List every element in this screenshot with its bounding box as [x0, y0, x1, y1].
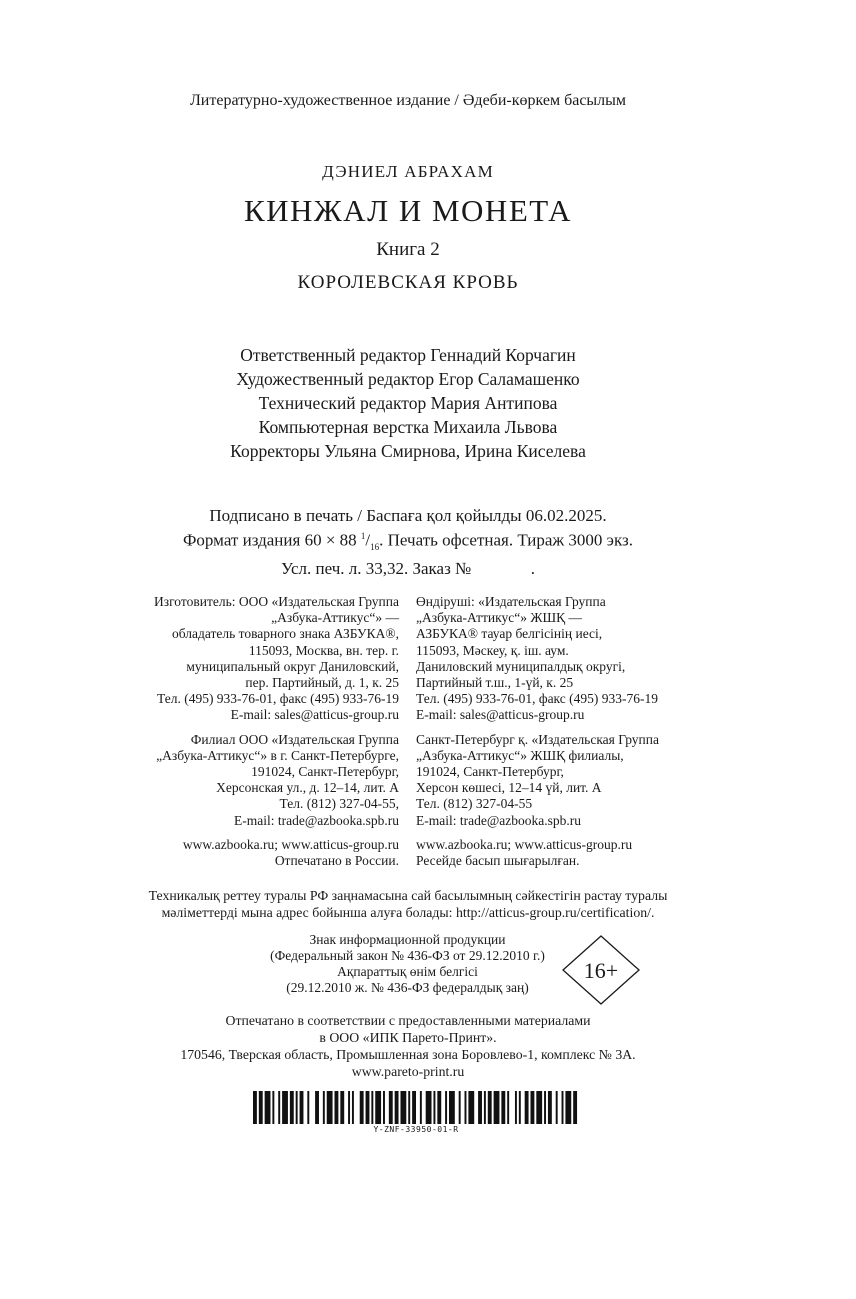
barcode-bar: [340, 1091, 344, 1124]
credits: [0, 343, 816, 463]
barcode-bar: [478, 1091, 482, 1124]
barcode-bar: [352, 1091, 354, 1124]
signed-line: Подписано в печать / Баспаға қол қойылды 06.02.2025.: [209, 506, 607, 525]
info-line: www.azbooka.ru; www.atticus-group.ru: [182, 836, 399, 852]
info-line: Партийный т.ш., 1-үй, к. 25: [416, 675, 574, 691]
barcode-bar: [259, 1091, 263, 1124]
barcode-bar: [420, 1091, 422, 1124]
barcode-bar: [307, 1091, 309, 1124]
barcode-bar: [335, 1091, 339, 1124]
barcode-bar: [395, 1091, 399, 1124]
info-block: [416, 837, 659, 869]
barcode-bar: [494, 1091, 500, 1124]
barcode-bar: [507, 1091, 509, 1124]
barcode-bar: [437, 1091, 441, 1124]
credit-line: Корректоры Ульяна Смирнова, Ирина Киселева: [230, 441, 586, 461]
barcode-bar: [290, 1091, 294, 1124]
genre-line: Литературно-художественное издание / Әдеби-көркем басылым: [189, 92, 627, 109]
info-line: „Азбука-Аттикус“» ЖШҚ —: [416, 610, 582, 626]
info-line: E-mail: sales@atticus-group.ru: [230, 707, 399, 723]
barcode-bar: [468, 1091, 474, 1124]
barcode-bar: [272, 1091, 274, 1124]
info-line: Херсон көшесі, 12–14 үй, лит. А: [416, 780, 602, 796]
info-line: Тел. (495) 933-76-01, факс (495) 933-76-19: [156, 691, 399, 707]
info-line: муниципальный округ Даниловский,: [186, 658, 399, 674]
info-line: Изготовитель: ООО «Издательская Группа: [154, 594, 399, 609]
info-line: Тел. (495) 933-76-01, факс (495) 933-76-19: [416, 691, 659, 707]
barcode-bar: [573, 1091, 577, 1124]
barcode-bar: [525, 1091, 529, 1124]
info-block: [154, 837, 399, 869]
barcode-bar: [556, 1091, 558, 1124]
sheets-line: Усл. печ. л. 33,32. Заказ № .: [280, 559, 536, 579]
book-subtitle: КОРОЛЕВСКАЯ КРОВЬ: [297, 272, 519, 293]
printed-line: в ООО «ИПК Парето-Принт».: [319, 1030, 497, 1045]
barcode-bar: [501, 1091, 505, 1124]
info-line: „Азбука-Аттикус“» в г. Санкт-Петербурге,: [156, 747, 399, 763]
barcode-bar: [400, 1091, 406, 1124]
info-block: [154, 732, 399, 829]
info-sign-line: (Федеральный закон № 436-ФЗ от 29.12.2010 г.): [270, 948, 545, 963]
info-line: 115093, Москва, вн. тер. г.: [248, 642, 399, 658]
publisher-info-ru: [154, 594, 399, 877]
barcode-bar: [519, 1091, 521, 1124]
info-line: Херсонская ул., д. 12–14, лит. А: [216, 780, 399, 796]
barcode: [253, 1091, 579, 1124]
age-rating-text: 16+: [583, 958, 619, 983]
barcode-bar: [488, 1091, 492, 1124]
barcode-bar: [544, 1091, 546, 1124]
barcode-bar: [565, 1091, 571, 1124]
info-line: пер. Партийный, д. 1, к. 25: [245, 675, 399, 691]
barcode-bar: [371, 1091, 373, 1124]
format-prefix: Формат издания 60 × 88: [183, 530, 361, 550]
barcode-bar: [253, 1091, 257, 1124]
barcode-bar: [278, 1091, 280, 1124]
barcode-bar: [530, 1091, 534, 1124]
barcode-bar: [265, 1091, 271, 1124]
barcode-bar: [315, 1091, 319, 1124]
print-info: [0, 505, 816, 579]
printed-line: 170546, Тверская область, Промышленная зона Боровлево-1, комплекс № 3А.: [180, 1047, 636, 1062]
format-numerator: 1: [360, 531, 366, 541]
info-line: 115093, Мәскеу, қ. іш. аум.: [416, 642, 569, 658]
info-sign-line: (29.12.2010 ж. № 436-ФЗ федералдық заң): [286, 980, 529, 995]
barcode-bar: [426, 1091, 432, 1124]
barcode-bar: [408, 1091, 410, 1124]
info-sign-line: Знак информационной продукции: [309, 932, 506, 947]
info-line: АЗБУКА® тауар белгісінің иесі,: [416, 626, 603, 642]
barcode-bar: [562, 1091, 564, 1124]
credit-line: Компьютерная верстка Михаила Львова: [258, 417, 558, 437]
barcode-bar: [449, 1091, 455, 1124]
certification-note: [0, 887, 816, 921]
format-line: [0, 526, 816, 558]
barcode-code: Y-ZNF-33950-01-R: [373, 1125, 459, 1134]
format-suffix: . Печать офсетная. Тираж 3000 экз.: [379, 530, 633, 550]
credit-line: Технический редактор Мария Антипова: [258, 393, 558, 413]
info-sign-text: [255, 932, 560, 996]
author-name: ДЭНИЕЛ АБРАХАМ: [322, 162, 494, 181]
cert-line: мәліметтерді мына адрес бойынша алуға болады: http://atticus-group.ru/certification/.: [161, 905, 655, 920]
book-title: КИНЖАЛ И МОНЕТА: [243, 193, 573, 228]
barcode-bar: [412, 1091, 416, 1124]
printed-line: www.pareto-print.ru: [351, 1064, 465, 1079]
info-line: E-mail: trade@azbooka.spb.ru: [416, 812, 581, 828]
info-line: E-mail: trade@azbooka.spb.ru: [234, 812, 399, 828]
info-line: обладатель товарного знака АЗБУКА®,: [171, 626, 399, 642]
barcode-bar: [323, 1091, 325, 1124]
format-denominator: 16: [370, 542, 380, 553]
info-line: Тел. (812) 327-04-55: [416, 796, 533, 812]
info-line: Тел. (812) 327-04-55,: [279, 796, 399, 812]
barcode-bar: [296, 1091, 298, 1124]
barcode-bar: [445, 1091, 447, 1124]
format-separator: /: [365, 530, 371, 550]
info-line: www.azbooka.ru; www.atticus-group.ru: [416, 836, 633, 852]
book-number: Книга 2: [376, 239, 440, 260]
info-block: [416, 732, 659, 829]
info-line: Санкт-Петербург қ. «Издательская Группа: [416, 731, 659, 747]
info-line: 191024, Санкт-Петербург,: [251, 764, 399, 780]
age-rating-diamond: [562, 935, 640, 1005]
info-block: [416, 594, 659, 724]
barcode-bar: [383, 1091, 385, 1124]
barcode-bar: [548, 1091, 552, 1124]
barcode-bar: [375, 1091, 381, 1124]
barcode-bar: [433, 1091, 435, 1124]
info-sign-line: Ақпараттық өнім белгісі: [337, 964, 478, 979]
info-line: 191024, Санкт-Петербург,: [416, 764, 564, 780]
barcode-bar: [459, 1091, 461, 1124]
barcode-bar: [360, 1091, 364, 1124]
info-line: Отпечатано в России.: [274, 853, 399, 869]
barcode-bar: [366, 1091, 370, 1124]
info-line: Өндіруші: «Издательская Группа: [416, 594, 606, 609]
barcode-bar: [348, 1091, 350, 1124]
barcode-bar: [300, 1091, 304, 1124]
info-line: E-mail: sales@atticus-group.ru: [416, 707, 585, 723]
credit-line: Ответственный редактор Геннадий Корчагин: [240, 345, 576, 365]
barcode-bar: [465, 1091, 467, 1124]
printed-line: Отпечатано в соответствии с предоставленными материалами: [225, 1013, 591, 1028]
info-line: Даниловский муниципалдық округі,: [416, 658, 626, 674]
barcode-bar: [389, 1091, 393, 1124]
barcode-bar: [327, 1091, 333, 1124]
barcode-bar: [282, 1091, 288, 1124]
info-block: [154, 594, 399, 724]
barcode-bar: [515, 1091, 517, 1124]
info-line: Ресейде басып шығарылған.: [416, 853, 580, 869]
publisher-info-kz: [416, 594, 659, 877]
info-line: „Азбука-Аттикус“» ЖШҚ филиалы,: [416, 747, 624, 763]
barcode-bar: [536, 1091, 542, 1124]
info-line: Филиал ООО «Издательская Группа: [190, 731, 399, 747]
barcode-bar: [484, 1091, 486, 1124]
printed-by: [0, 1012, 816, 1080]
info-line: „Азбука-Аттикус“» —: [271, 610, 399, 626]
credit-line: Художественный редактор Егор Саламашенко: [236, 369, 580, 389]
cert-line: Техникалық реттеу туралы РФ заңнамасына сай басылымның сәйкестігін растау туралы: [148, 888, 668, 903]
